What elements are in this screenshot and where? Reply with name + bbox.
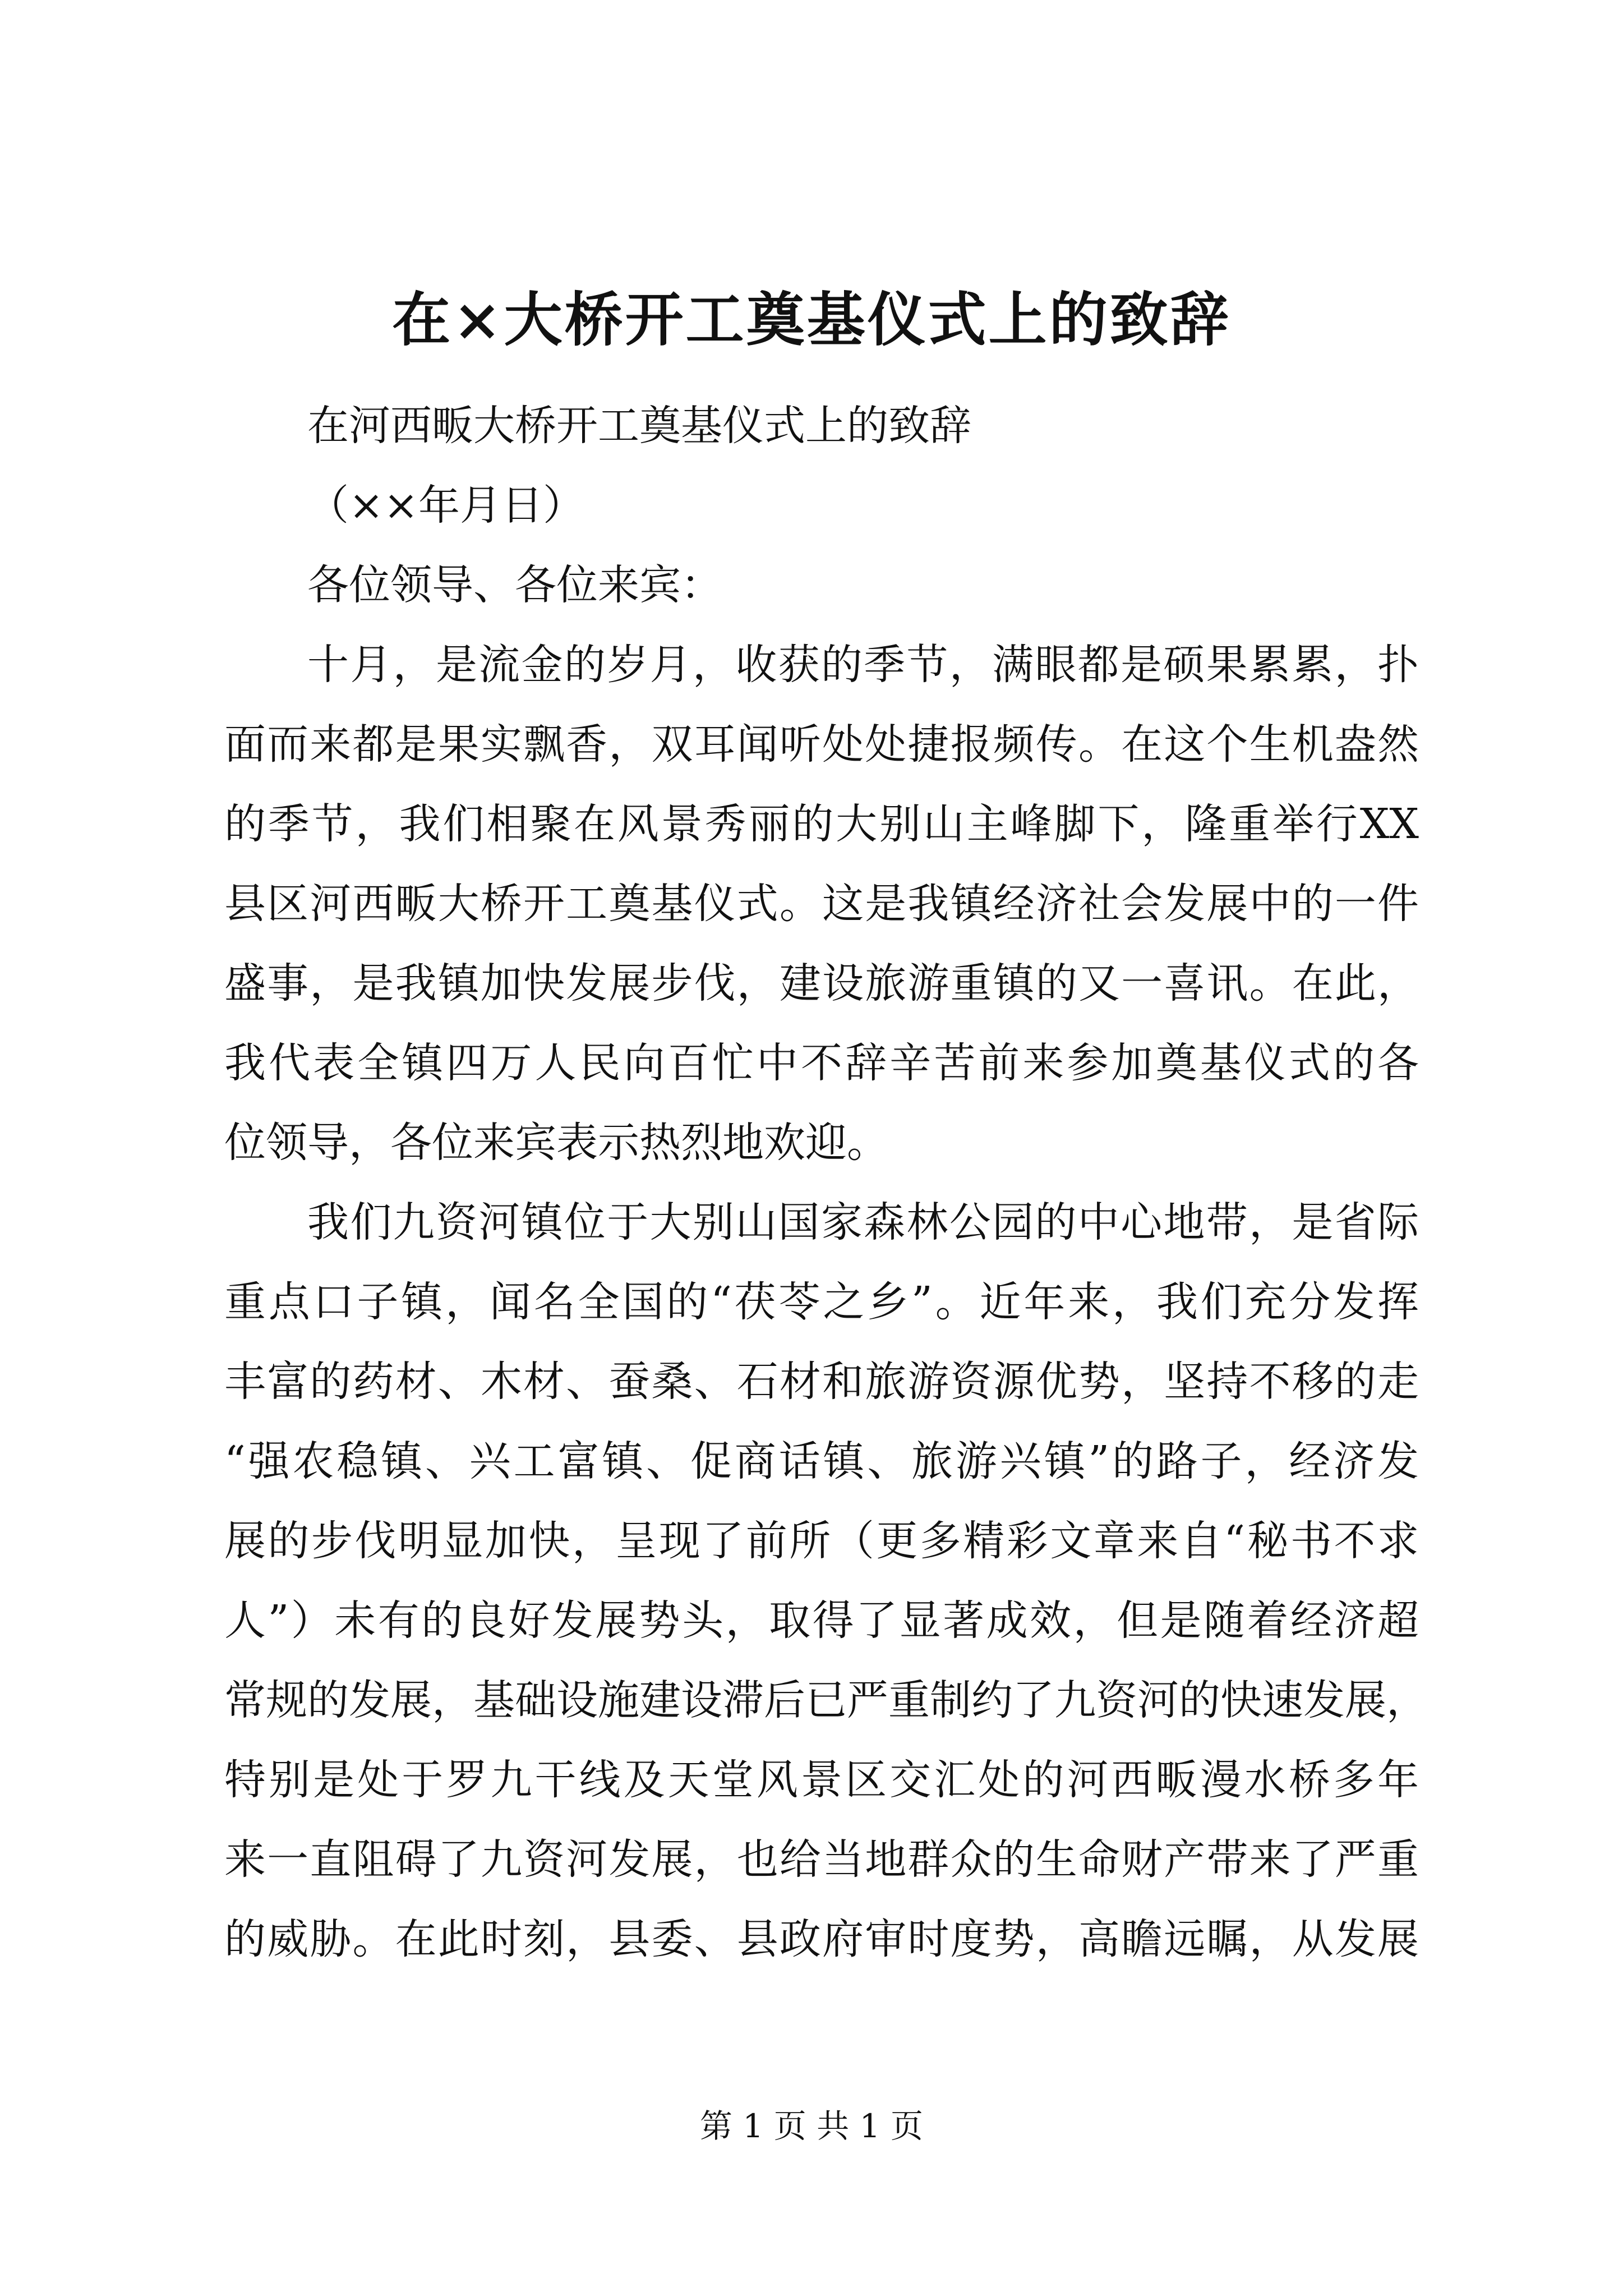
document-title: 在×大桥开工奠基仪式上的致辞	[392, 285, 1231, 354]
paragraph-2-line-10: 的威胁。在此时刻，县委、县政府审时度势，高瞻远瞩，从发展	[224, 1915, 1419, 1963]
document-body	[224, 386, 1428, 1979]
paragraph-1-line-7: 位领导，各位来宾表示热烈地欢迎。	[224, 1119, 888, 1167]
date-line: （××年月日）	[307, 481, 585, 530]
paragraph-1-line-2: 面而来都是果实飘香，双耳闻听处处捷报频传。在这个生机盎然	[224, 720, 1419, 769]
paragraph-2-line-3: 丰富的药材、木材、蚕桑、石材和旅游资源优势，坚持不移的走	[224, 1358, 1419, 1406]
paragraph-2-line-5: 展的步伐明显加快，呈现了前所（更多精彩文章来自“秘书不求	[224, 1517, 1419, 1565]
page-number-footer: 第 1 页 共 1 页	[700, 2107, 923, 2145]
paragraph-1-line-5: 盛事，是我镇加快发展步伐，建设旅游重镇的又一喜讯。在此，	[224, 959, 1419, 1007]
paragraph-1-line-1: 十月，是流金的岁月，收获的季节，满眼都是硕果累累，扑	[307, 641, 1419, 689]
subtitle-line: 在河西畈大桥开工奠基仪式上的致辞	[307, 402, 971, 450]
paragraph-2-line-2: 重点口子镇，闻名全国的“茯苓之乡”。近年来，我们充分发挥	[224, 1278, 1419, 1326]
salutation-line: 各位领导、各位来宾：	[307, 561, 722, 609]
paragraph-2-line-6: 人”）未有的良好发展势头，取得了显著成效，但是随着经济超	[224, 1596, 1419, 1645]
paragraph-2-line-1: 我们九资河镇位于大别山国家森林公园的中心地带，是省际	[307, 1198, 1419, 1246]
paragraph-1-line-4: 县区河西畈大桥开工奠基仪式。这是我镇经济社会发展中的一件	[224, 880, 1419, 928]
paragraph-2-line-9: 来一直阻碍了九资河发展，也给当地群众的生命财产带来了严重	[224, 1835, 1419, 1884]
paragraph-1-line-6: 我代表全镇四万人民向百忙中不辞辛苦前来参加奠基仪式的各	[224, 1039, 1419, 1087]
paragraph-2-line-7: 常规的发展，基础设施建设滞后已严重制约了九资河的快速发展，	[224, 1676, 1428, 1724]
paragraph-1-line-3: 的季节，我们相聚在风景秀丽的大别山主峰脚下，隆重举行XX	[224, 800, 1419, 848]
paragraph-2-line-4: “强农稳镇、兴工富镇、促商话镇、旅游兴镇”的路子，经济发	[224, 1437, 1419, 1485]
paragraph-2-line-8: 特别是处于罗九干线及天堂风景区交汇处的河西畈漫水桥多年	[224, 1756, 1419, 1804]
